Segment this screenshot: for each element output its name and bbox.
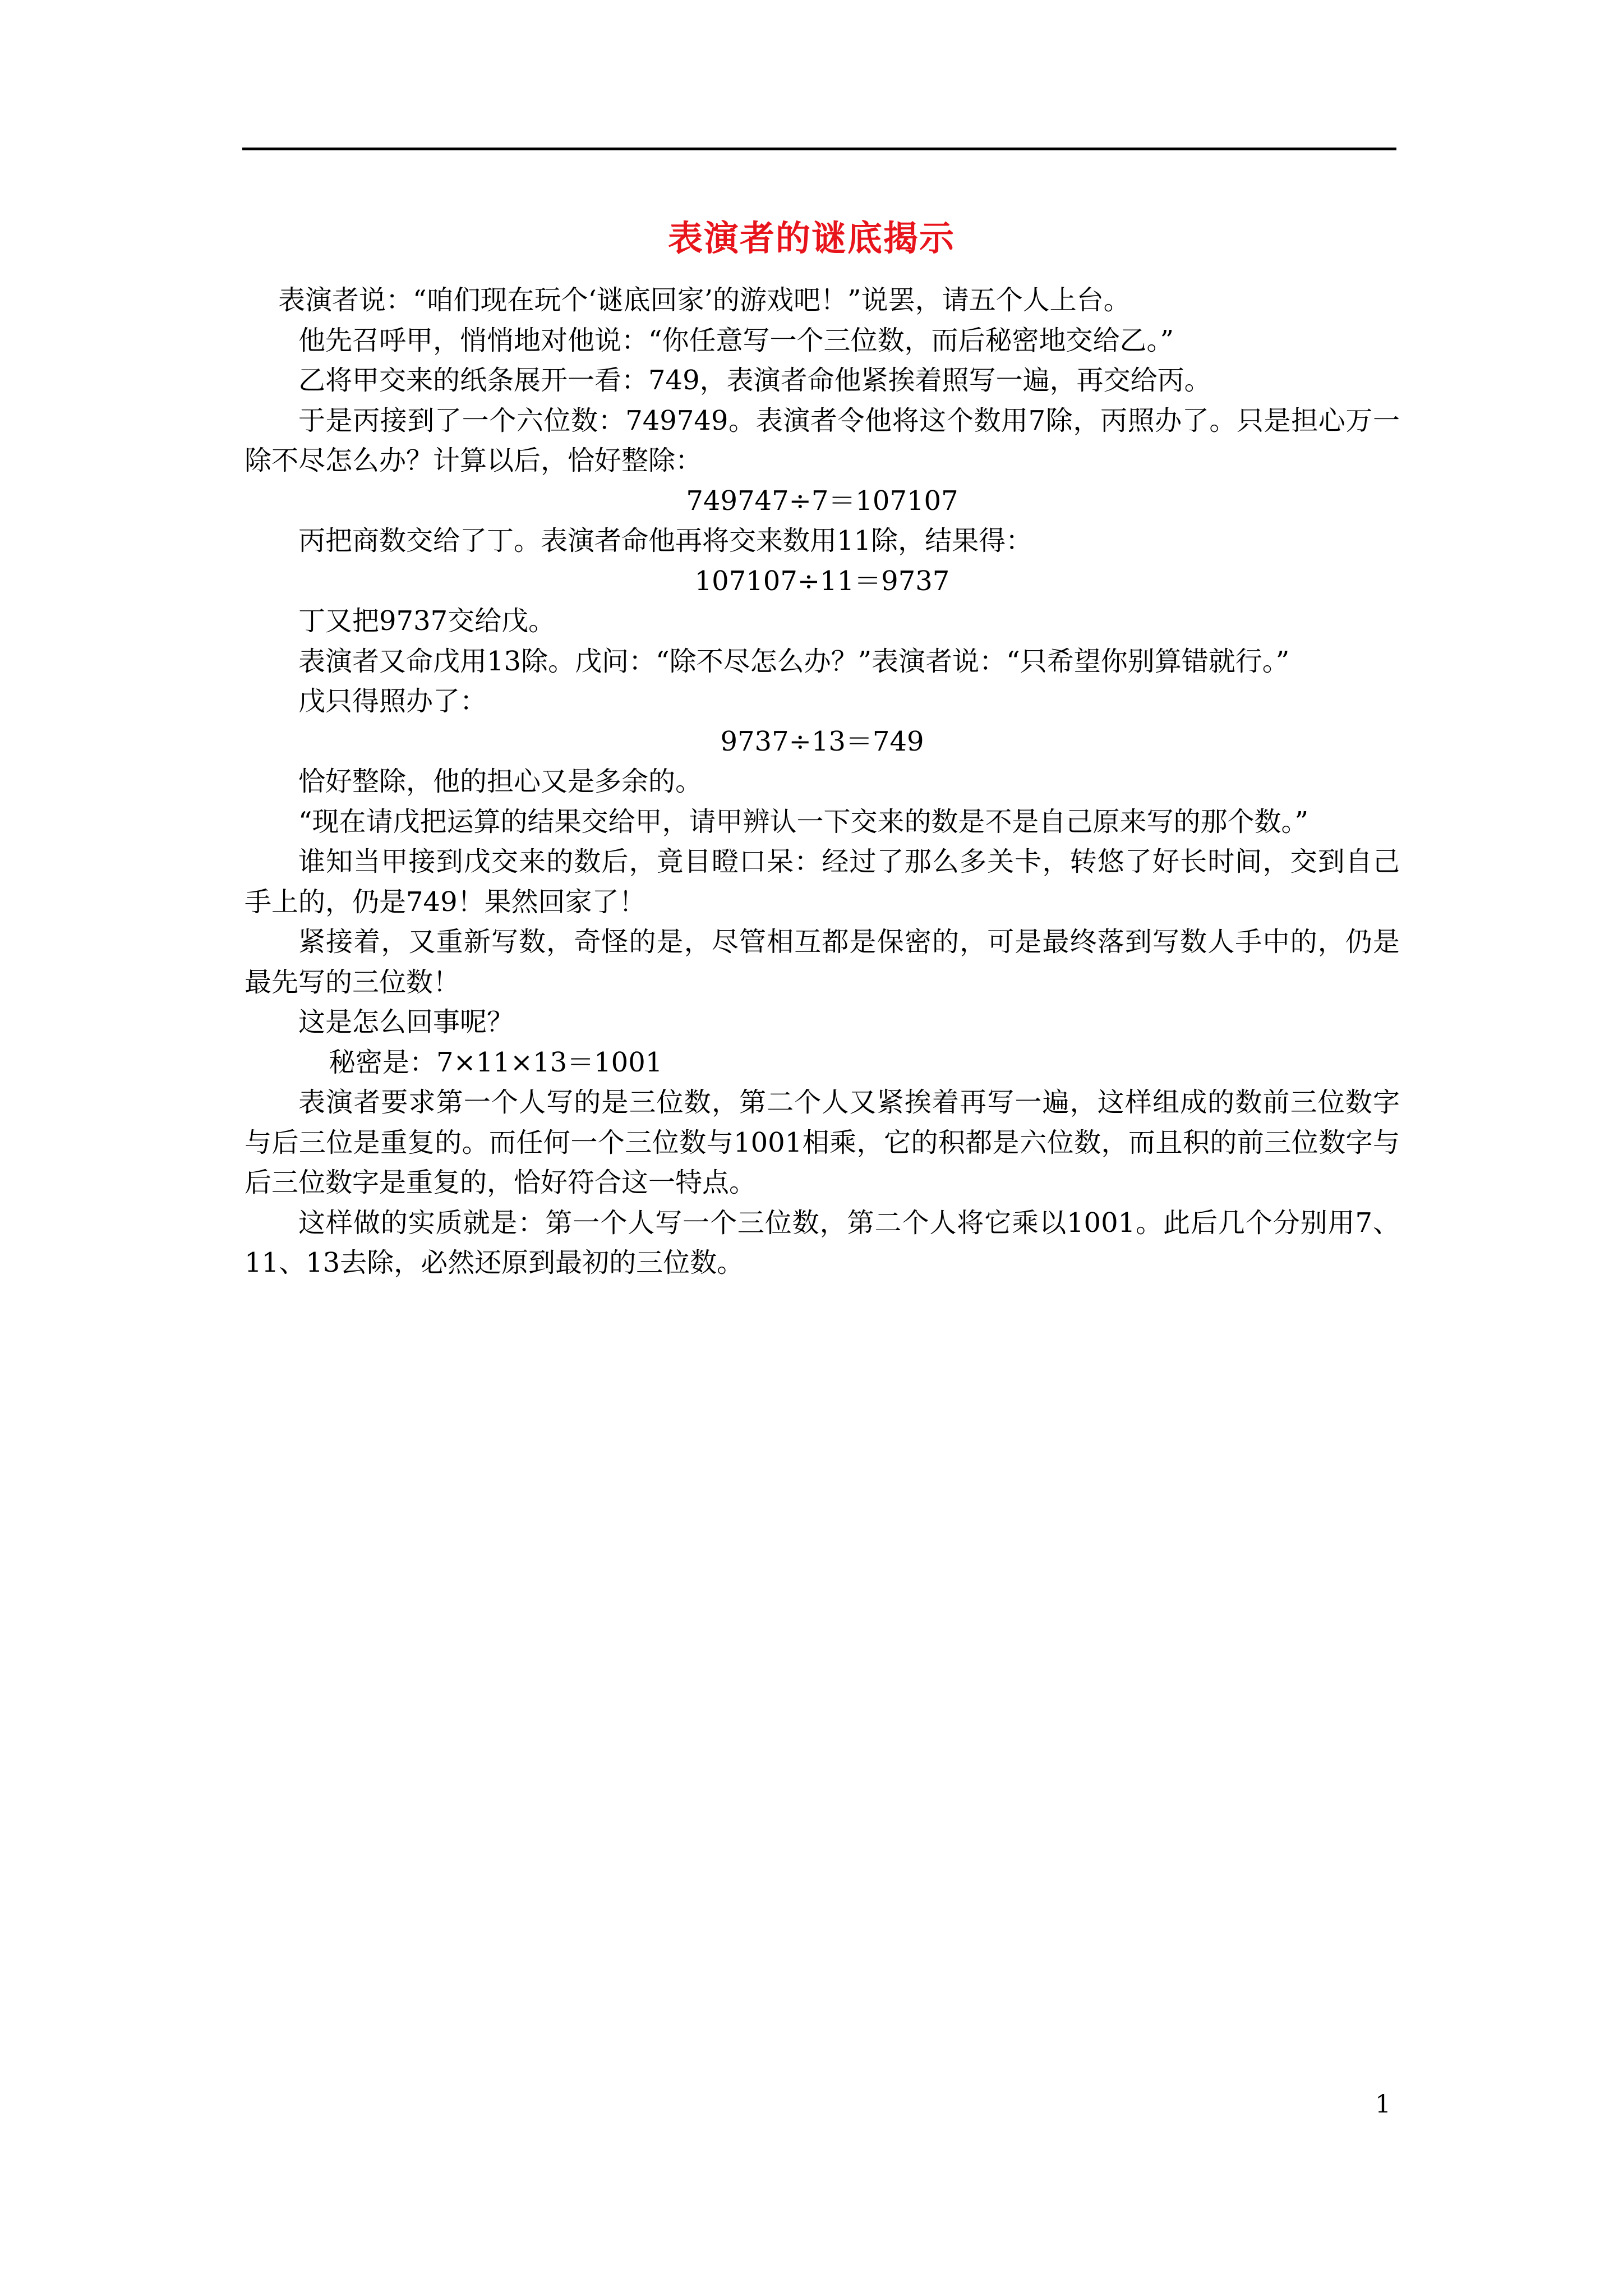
paragraph: “现在请戊把运算的结果交给甲，请甲辨认一下交来的数是不是自己原来写的那个数。” [298, 806, 1309, 838]
page-number: 1 [1375, 2090, 1391, 2119]
paragraph: 谁知当甲接到戊交来的数后，竟目瞪口呆：经过了那么多关卡，转悠了好长时间，交到自己手上的，仍是749！果然回家了！ [245, 846, 1400, 918]
document-body [245, 280, 1400, 1283]
paragraph: 表演者又命戊用13除。戊问：“除不尽怎么办？”表演者说：“只希望你别算错就行。” [298, 645, 1290, 677]
formula-line: 107107÷11＝9737 [694, 565, 950, 597]
formula-line: 9737÷13＝749 [720, 725, 924, 757]
paragraph: 于是丙接到了一个六位数：749749。表演者令他将这个数用7除，丙照办了。只是担心万一除不尽怎么办？计算以后，恰好整除： [245, 404, 1400, 476]
paragraph: 乙将甲交来的纸条展开一看：749，表演者命他紧挨着照写一遍，再交给丙。 [298, 365, 1211, 396]
header-rule [242, 148, 1396, 150]
paragraph: 戊只得照办了： [298, 685, 487, 717]
secret-formula: 秘密是：7×11×13＝1001 [329, 1046, 663, 1078]
paragraph: 这样做的实质就是：第一个人写一个三位数，第二个人将它乘以1001。此后几个分别用7、11、13去除，必然还原到最初的三位数。 [245, 1207, 1400, 1278]
paragraph: 恰好整除，他的担心又是多余的。 [298, 766, 703, 797]
paragraph: 紧接着，又重新写数，奇怪的是，尽管相互都是保密的，可是最终落到写数人手中的，仍是最先写的三位数！ [245, 926, 1400, 998]
paragraph: 丁又把9737交给戊。 [298, 605, 556, 637]
paragraph: 丙把商数交给了丁。表演者命他再将交来数用11除，结果得： [298, 525, 1033, 556]
paragraph: 这是怎么回事呢？ [298, 1006, 514, 1038]
paragraph: 表演者要求第一个人写的是三位数，第二个人又紧挨着再写一遍，这样组成的数前三位数字与后三位是重复的。而任何一个三位数与1001相乘，它的积都是六位数，而且积的前三位数字与后三位数字是重复的，恰好符合这一特点。 [245, 1087, 1400, 1198]
document-title: 表演者的谜底揭示 [667, 218, 955, 259]
paragraph: 表演者说：“咱们现在玩个‘谜底回家’的游戏吧！”说罢，请五个人上台。 [278, 284, 1131, 316]
formula-line: 749747÷7＝107107 [686, 485, 958, 517]
paragraph: 他先召呼甲，悄悄地对他说：“你任意写一个三位数，而后秘密地交给乙。” [298, 324, 1174, 356]
